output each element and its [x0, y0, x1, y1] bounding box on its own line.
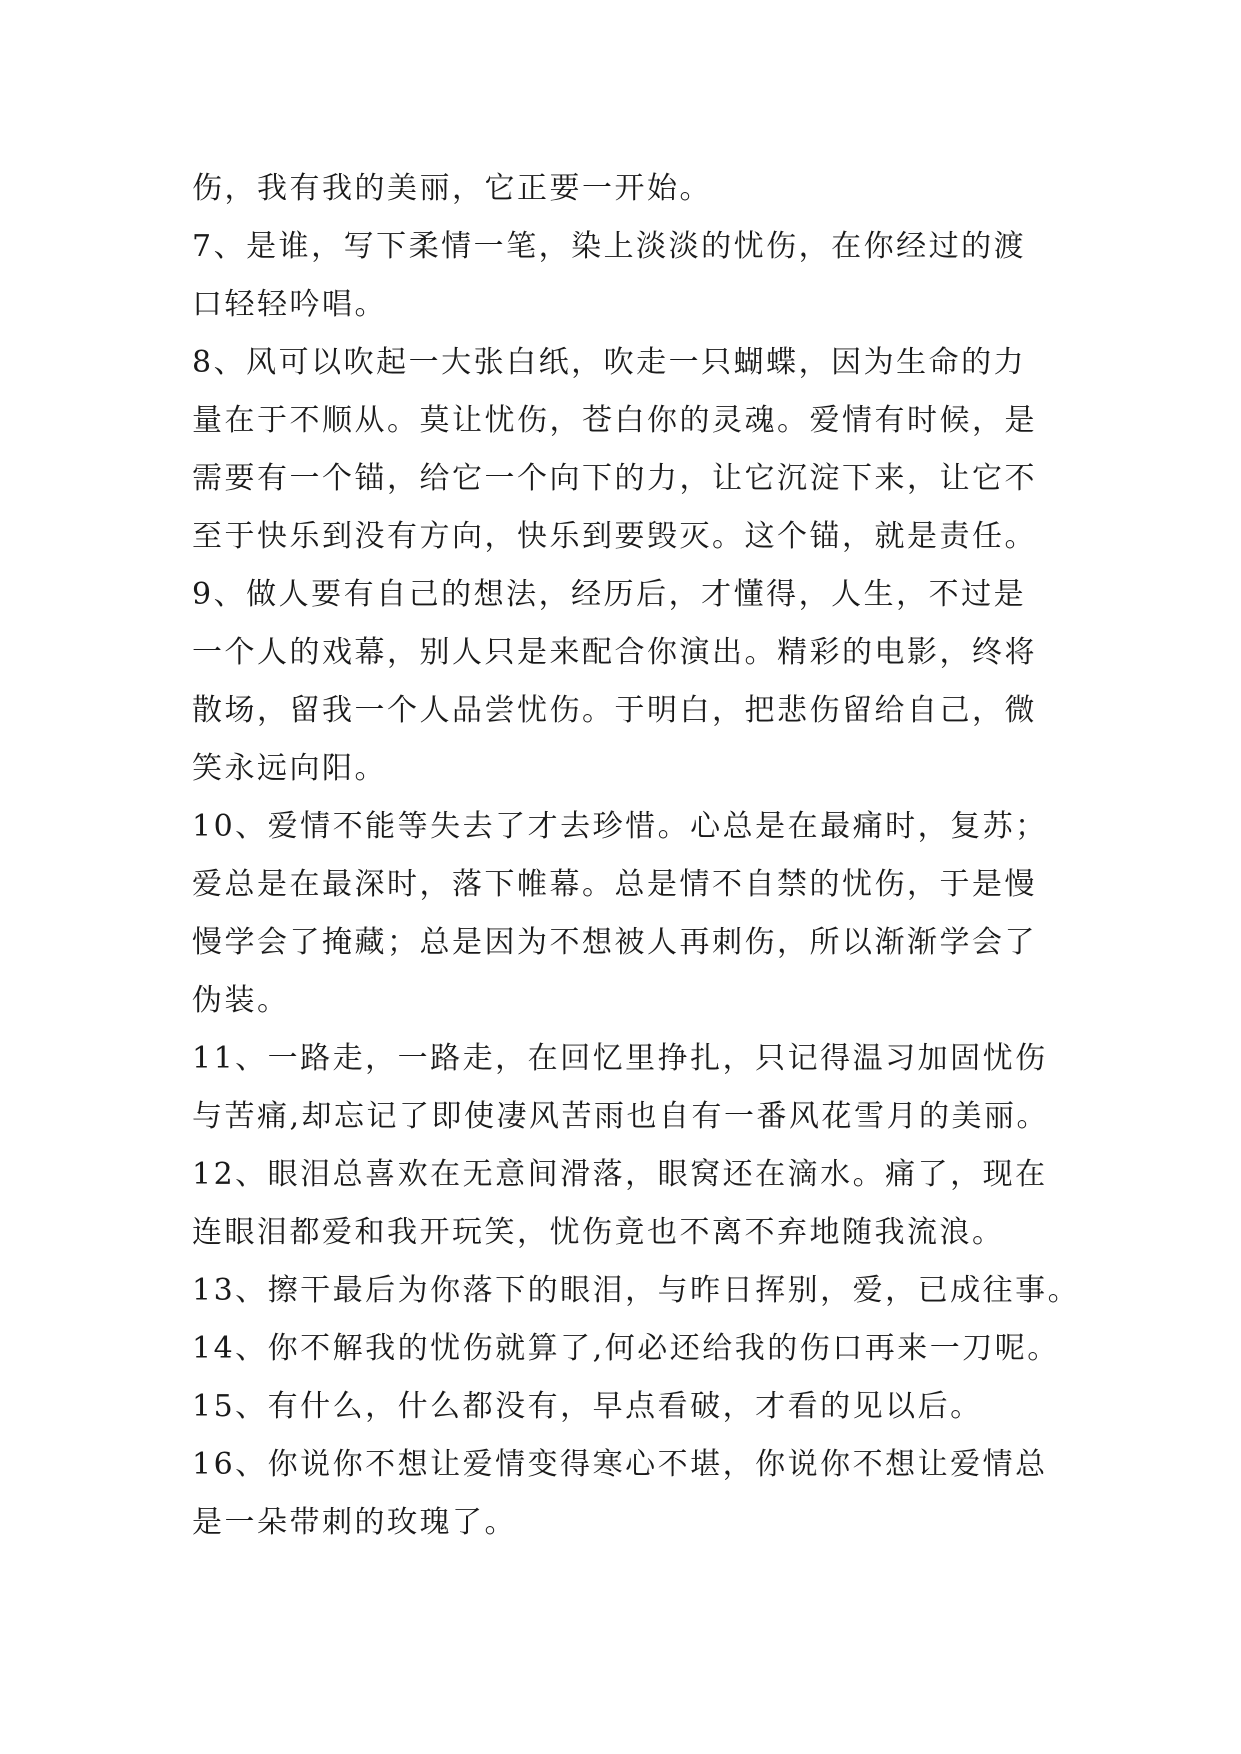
text-line: 笑永远向阳。: [192, 751, 387, 786]
text-line: 口轻轻吟唱。: [192, 287, 387, 322]
text-line: 11、一路走，一路走，在回忆里挣扎，只记得温习加固忧伤: [192, 1041, 1048, 1076]
text-line: 伤，我有我的美丽，它正要一开始。: [192, 171, 712, 206]
text-line: 12、眼泪总喜欢在无意间滑落，眼窝还在滴水。痛了，现在: [192, 1157, 1048, 1192]
text-line: 至于快乐到没有方向，快乐到要毁灭。这个锚，就是责任。: [192, 519, 1037, 554]
text-line: 13、擦干最后为你落下的眼泪，与昨日挥别，爱，已成往事。: [192, 1273, 1081, 1308]
text-line: 14、你不解我的忧伤就算了,何必还给我的伤口再来一刀呢。: [192, 1331, 1060, 1366]
text-line: 7、是谁，写下柔情一笔，染上淡淡的忧伤，在你经过的渡: [192, 229, 1027, 264]
text-line: 16、你说你不想让爱情变得寒心不堪，你说你不想让爱情总: [192, 1447, 1048, 1482]
text-line: 爱总是在最深时，落下帷幕。总是情不自禁的忧伤，于是慢: [192, 867, 1037, 902]
document-body: [192, 160, 1081, 1552]
text-line: 量在于不顺从。莫让忧伤，苍白你的灵魂。爱情有时候，是: [192, 403, 1037, 438]
text-line: 是一朵带刺的玫瑰了。: [192, 1505, 517, 1540]
text-line: 9、做人要有自己的想法，经历后，才懂得，人生，不过是: [192, 577, 1027, 612]
text-line: 与苦痛,却忘记了即使凄风苦雨也自有一番风花雪月的美丽。: [192, 1099, 1050, 1134]
text-line: 需要有一个锚，给它一个向下的力，让它沉淀下来，让它不: [192, 461, 1037, 496]
text-line: 伪装。: [192, 983, 290, 1018]
text-line: 8、风可以吹起一大张白纸，吹走一只蝴蝶，因为生命的力: [192, 345, 1027, 380]
text-line: 一个人的戏幕，别人只是来配合你演出。精彩的电影，终将: [192, 635, 1037, 670]
text-line: 10、爱情不能等失去了才去珍惜。心总是在最痛时，复苏；: [192, 809, 1048, 844]
text-line: 散场，留我一个人品尝忧伤。于明白，把悲伤留给自己，微: [192, 693, 1037, 728]
text-line: 慢学会了掩藏；总是因为不想被人再刺伤，所以渐渐学会了: [192, 925, 1037, 960]
text-line: 连眼泪都爱和我开玩笑，忧伤竟也不离不弃地随我流浪。: [192, 1215, 1005, 1250]
text-line: 15、有什么，什么都没有，早点看破，才看的见以后。: [192, 1389, 983, 1424]
